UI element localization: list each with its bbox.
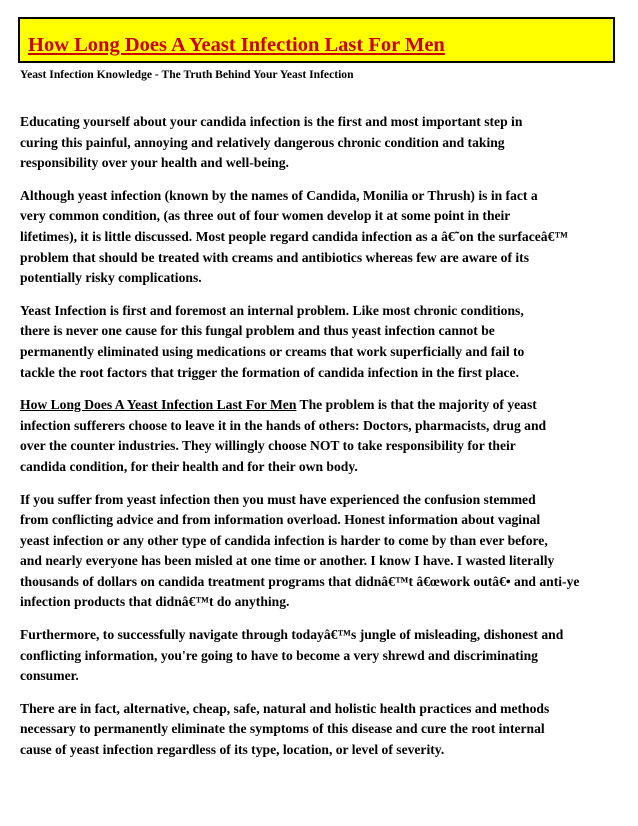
text-line: yeast infection or any other type of candida infection is harder to come by than ever before, xyxy=(20,532,548,548)
text-line: conflicting information, you're going to have to become a very shrewd and discriminating xyxy=(20,647,538,663)
article-link[interactable]: How Long Does A Yeast Infection Last For Men xyxy=(20,397,297,413)
paragraph-1 xyxy=(20,112,638,174)
text-line: infection products that didnâ€™t do anything. xyxy=(20,594,290,610)
text-line: permanently eliminated using medications or creams that work superficially and fail to xyxy=(20,343,525,359)
text-line: very common condition, (as three out of four women develop it at some point in their xyxy=(20,208,511,224)
text-line: Yeast Infection is first and foremost an internal problem. Like most chronic conditions, xyxy=(20,302,524,318)
text-line xyxy=(20,395,638,416)
text-line: potentially risky complications. xyxy=(20,270,202,286)
paragraph-4 xyxy=(20,395,638,477)
text-line: lifetimes), it is little discussed. Most people regard candida infection as a â€˜on the surfaceâ€™ xyxy=(20,228,568,244)
text-line: there is never one cause for this fungal problem and thus yeast infection cannot be xyxy=(20,323,495,339)
text-line: candida condition, for their health and for their own body. xyxy=(20,458,358,474)
article-body xyxy=(20,112,638,773)
paragraph-7 xyxy=(20,699,638,761)
text-fragment: The problem is that the majority of yeast xyxy=(296,397,537,413)
page-subtitle: Yeast Infection Knowledge - The Truth Behind Your Yeast Infection xyxy=(20,68,354,81)
text-line: from conflicting advice and from information overload. Honest information about vaginal xyxy=(20,512,541,528)
page-title[interactable]: How Long Does A Yeast Infection Last For Men xyxy=(28,34,445,56)
text-line: and nearly everyone has been misled at one time or another. I know I have. I wasted literally xyxy=(20,553,555,569)
paragraph-5 xyxy=(20,490,638,614)
text-line: responsibility over your health and well-being. xyxy=(20,155,289,171)
text-line: infection sufferers choose to leave it in the hands of others: Doctors, pharmacists, drug and xyxy=(20,417,547,433)
text-line: Furthermore, to successfully navigate through todayâ€™s jungle of misleading, dishonest and xyxy=(20,627,564,643)
text-line: necessary to permanently eliminate the symptoms of this disease and cure the root internal xyxy=(20,721,545,737)
text-line: consumer. xyxy=(20,668,79,684)
paragraph-6 xyxy=(20,625,638,687)
text-line: There are in fact, alternative, cheap, safe, natural and holistic health practices and methods xyxy=(20,700,550,716)
text-line: thousands of dollars on candida treatment programs that didnâ€™t â€œwork outâ€• and anti-ye xyxy=(20,573,580,589)
text-line: tackle the root factors that trigger the formation of candida infection in the first place. xyxy=(20,364,519,380)
text-line: Although yeast infection (known by the names of Candida, Monilia or Thrush) is in fact a xyxy=(20,187,538,203)
paragraph-2 xyxy=(20,186,638,289)
text-line: If you suffer from yeast infection then you must have experienced the confusion stemmed xyxy=(20,491,536,507)
text-line: over the counter industries. They willingly choose NOT to take responsibility for their xyxy=(20,438,516,454)
text-line: Educating yourself about your candida infection is the first and most important step in xyxy=(20,114,523,129)
text-line: cause of yeast infection regardless of its type, location, or level of severity. xyxy=(20,742,445,758)
text-line: problem that should be treated with creams and antibiotics whereas few are aware of its xyxy=(20,249,529,265)
text-line: curing this painful, annoying and relatively dangerous chronic condition and taking xyxy=(20,134,505,150)
paragraph-3 xyxy=(20,301,638,383)
title-banner xyxy=(18,17,615,63)
